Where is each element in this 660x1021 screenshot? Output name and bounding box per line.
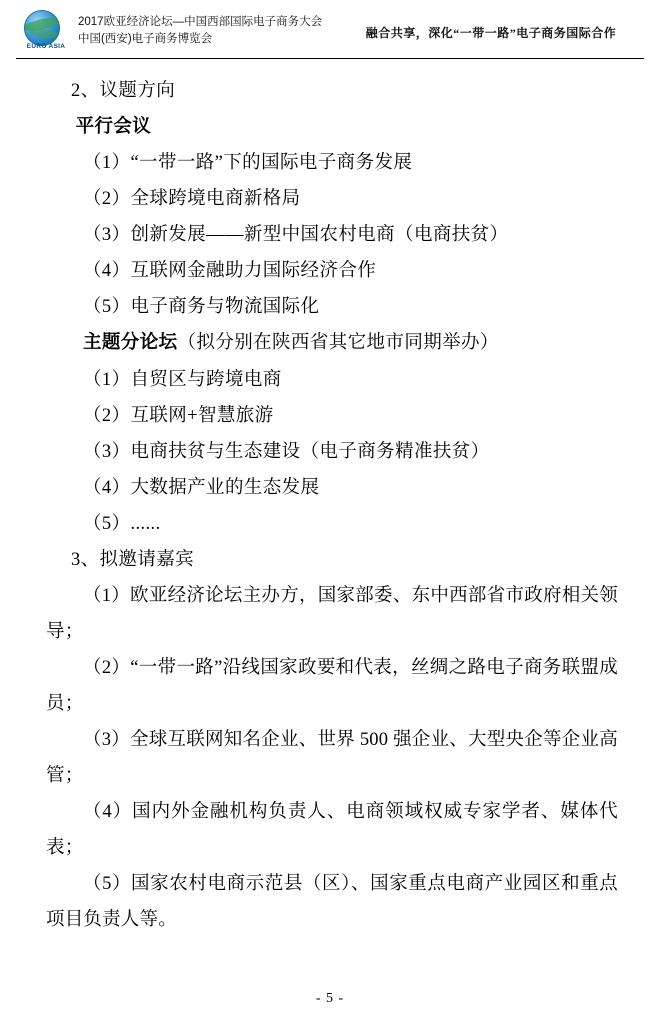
guest-item: （5）国家农村电商示范县（区）、国家重点电商产业园区和重点项目负责人等。 — [46, 874, 618, 931]
list-item: （2）全球跨境电商新格局 — [83, 189, 301, 210]
forum-heading-bold: 主题分论坛 — [83, 333, 178, 354]
forum-heading — [46, 325, 618, 361]
guest-item: （1）欧亚经济论坛主办方，国家部委、东中西部省市政府相关领导； — [46, 585, 618, 642]
logo-text: EURO ASIA — [26, 43, 66, 50]
section-2-title: 2、议题方向 — [70, 81, 176, 101]
list-item: （4）互联网金融助力国际经济合作 — [83, 261, 377, 282]
list-item: （5）...... — [83, 513, 161, 534]
list-item: （1）“一带一路”下的国际电子商务发展 — [83, 153, 413, 174]
header-slogan: 融合共享，深化“一带一路”电子商务国际合作 — [365, 26, 617, 40]
list-item: （3）电商扶贫与生态建设（电子商务精准扶贫） — [83, 441, 490, 462]
guest-item: （2）“一带一路”沿线国家政要和代表，丝绸之路电子商务联盟成员； — [46, 658, 618, 715]
euro-asia-logo — [18, 10, 74, 52]
parallel-meeting-heading: 平行会议 — [75, 117, 152, 138]
guest-item: （3）全球互联网知名企业、世界 500 强企业、大型央企等企业高管； — [46, 730, 618, 787]
guest-item: （4）国内外金融机构负责人、电商领域权威专家学者、媒体代表； — [46, 802, 618, 859]
list-item: （1）自贸区与跨境电商 — [83, 369, 282, 390]
page-number: - 5 - — [315, 991, 345, 1006]
globe-icon — [24, 10, 60, 46]
header-title-line2: 中国(西安)电子商务博览会 — [78, 32, 213, 45]
list-item: （5）电子商务与物流国际化 — [83, 297, 320, 318]
forum-heading-rest: （拟分别在陕西省其它地市同期举办） — [177, 333, 499, 354]
list-item: （2）互联网+智慧旅游 — [83, 405, 274, 426]
page-header — [0, 0, 660, 56]
header-title-block — [78, 10, 322, 47]
list-item: （3）创新发展——新型中国农村电商（电商扶贫） — [83, 225, 509, 246]
list-item: （4）大数据产业的生态发展 — [83, 477, 320, 498]
section-3-title: 3、拟邀请嘉宾 — [70, 549, 195, 570]
document-content — [0, 59, 660, 939]
header-title-line1: 2017欧亚经济论坛—中国西部国际电子商务大会 — [78, 16, 323, 28]
